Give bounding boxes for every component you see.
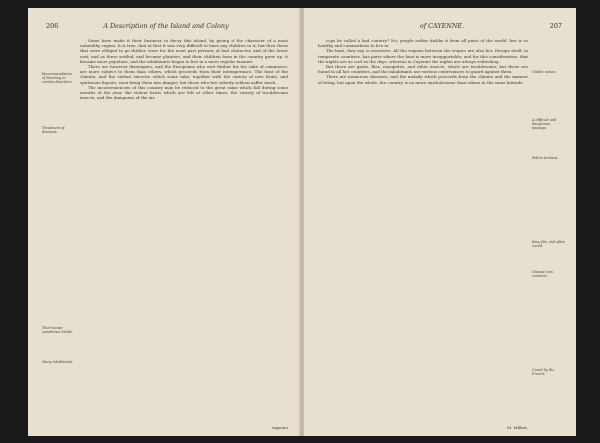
right-body-text (318, 38, 528, 422)
left-page (28, 8, 300, 436)
right-margin-note-4: Easy fits, and often cured. (532, 240, 566, 249)
right-margin-note-5: Disease less common. (532, 270, 553, 279)
right-page (304, 8, 576, 436)
left-margin-note-3: Their bones sometimes brittle. (42, 326, 74, 335)
left-margin-note-4: Many inhabitants. (42, 360, 74, 364)
right-paragraph: The heat, they say, is excessive. All the regions between the tropics are also hot. Europe itself, in temperate countries, has parts where the heat is more insupportable; and for this consideration, that the nights are as cool as the days, whereas in Cayenne the nights are always refreshing. (318, 48, 528, 64)
right-page-number: 207 (549, 22, 562, 30)
right-margin-note-2: A difficult and dangerous passage. (532, 118, 557, 131)
left-margin-note-1: Recommendation of bleeding in certain disorders. (42, 72, 73, 85)
left-page-number: 206 (46, 22, 59, 30)
right-catchword: M. Milhet, (506, 425, 528, 430)
right-paragraph: But there are gnats, flies, musquitos, and other insects, which are troublesome; but these are found in all hot countries, and the inhabitants use various contrivances to guard against them. (318, 64, 528, 75)
left-catchword: vapours (271, 425, 288, 430)
right-running-title: of CAYENNE. (419, 22, 465, 30)
left-paragraph: There are however distempers, and the Europeans who visit thither for the sake of commerce, are more subject to them than others, which proceeds from their intemperance. The heat of the climate, and the violent exercise which some take, together with the variety of new fruits, and spirituous liquors, soon bring them into danger; but those who live soberly seldom suffer much. (80, 64, 288, 85)
left-running-title: A Description of the Island and Colony (103, 22, 229, 30)
right-margin-note-6: Cured by the French. (532, 368, 555, 377)
right-margin-note-1: Visible noises. (532, 70, 557, 74)
left-paragraph: Some have made it their business to decry this island, by giving it the character of a most unhealthy region. It is true, that at first it was very difficult to have any children in it; but then those that were obliged to go thither, were for the most part persons of bad character, and of the lower sort; and as these settled, and became planters, and their children born in the country grew up, it became more populous, and the inhabitants began to live in a more regular manner. (80, 38, 288, 64)
left-running-head (46, 22, 286, 34)
right-paragraph: There are numerous diseases, and the malady which proceeds from the climate and the manner of living, but upon the whole, the country is no more unwholesome than others in the same latitude. (318, 74, 528, 85)
right-running-head (322, 22, 562, 34)
right-paragraph: ccps be called a bad country? No; people rather dislike it from all parts of the world, few is so healthy and commodious to live in. (318, 38, 528, 49)
book-spread (28, 8, 576, 436)
left-paragraph: The inconveniencies of this country may be reduced to the great rains which fall during some months of the year, the violent heats which are felt at other times, the variety of troublesome insects, and the dampness of the air. (80, 84, 288, 101)
right-margin-note-3: Febris tertiana. (532, 156, 559, 160)
left-margin-note-2: Treatment of diseases. (42, 126, 65, 135)
left-body-text (80, 38, 288, 422)
